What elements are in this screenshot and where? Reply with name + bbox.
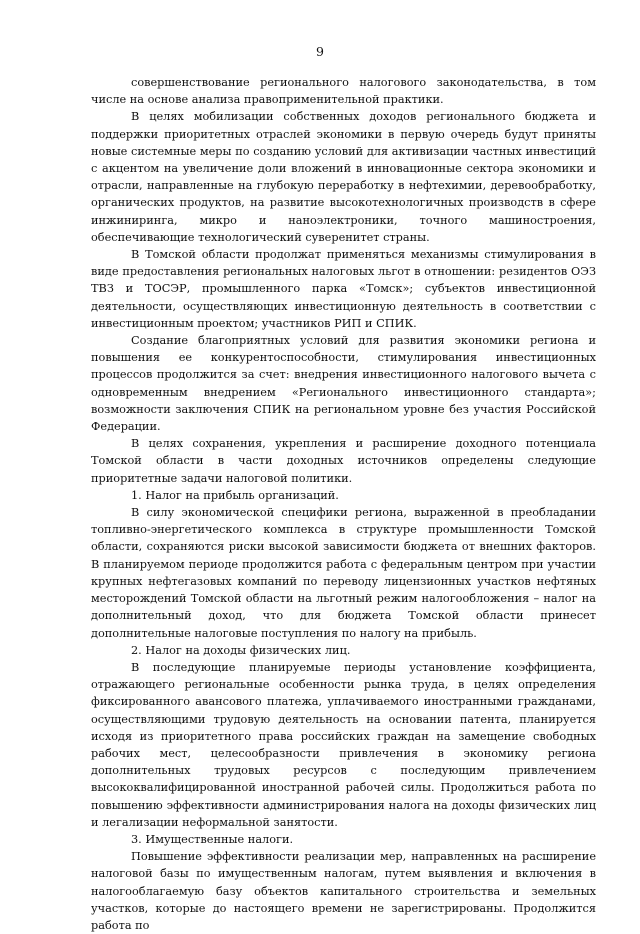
paragraph-priorities-intro: В целях сохранения, укрепления и расширение доходного потенциала Томской области в части доходных источников определены следующие приоритетные задачи налоговой политики. bbox=[91, 437, 596, 485]
heading-personal-income-tax: 2. Налог на доходы физических лиц. bbox=[131, 643, 351, 657]
paragraph-property-taxes: Повышение эффективности реализации мер, направленных на расширение налоговой базы по имущественным налогам, путем выявления и включения в налогооблагаемую базу объектов капитального строительства и земельных участков, которые до настоящего времени не зарегистрированы. Продолжится работа по bbox=[91, 850, 596, 932]
heading-property-taxes: 3. Имущественные налоги. bbox=[131, 832, 294, 846]
paragraph-continuation: совершенствование регионального налогового законодательства, в том числе на основе анализа правоприменительной практики. bbox=[91, 76, 596, 107]
page-number: 9 bbox=[316, 44, 324, 59]
paragraph-mobilization: В целях мобилизации собственных доходов регионального бюджета и поддержки приоритетных отраслей экономики в первую очередь будут приняты новые системные меры по созданию условий для активизации частных инвестиций с акцентом на увеличение доли вложений в инновационные сектора экономики и отрасли, направленные на глубокую переработку в нефтехимии, деревообработку, органических продуктов, на развитие высокотехнологичных производств в сфере инжиниринга, микро и наноэлектроники, точного машиностроения, обеспечивающие технологический суверенитет страны. bbox=[91, 110, 596, 244]
heading-profit-tax: 1. Налог на прибыль организаций. bbox=[131, 488, 339, 502]
paragraph-tax-benefits: В Томской области продолжат применяться механизмы стимулирования в виде предоставления региональных налоговых льгот в отношении: резидентов ОЭЗ ТВЗ и ТОСЭР, промышленного парка «Томск»; субъектов инвестиционной деятельности, осуществляющих инвестиционную деятельность в соответствии с инвестиционным проектом; участников РИП и СПИК. bbox=[91, 248, 596, 330]
paragraph-personal-income-tax: В последующие планируемые периоды установление коэффициента, отражающего региональные особенности рынка труда, в целях определения фиксированного авансового платежа, уплачиваемого иностранными гражданами, осуществляющими трудовую деятельность на основании патента, планируется исходя из приоритетного права российских граждан на замещение свободных рабочих мест, целесообразности привлечения в экономику региона дополнительных трудовых ресурсов с последующим привлечением высококвалифицированной иностранной рабочей силы. Продолжиться работа по повышению эффективности администрирования налога на доходы физических лиц и легализации неформальной занятости. bbox=[91, 660, 596, 829]
paragraph-profit-tax: В силу экономической специфики региона, выраженной в преобладании топливно-энергетического комплекса в структуре промышленности Томской области, сохраняются риски высокой зависимости бюджета от внешних факторов. В планируемом периоде продолжится работа с федеральным центром при участии крупных нефтегазовых компаний по переводу лицензионных участков нефтяных месторождений Томской области на льготный режим налогообложения – налог на дополнительный доход, что для бюджета Томской области принесет дополнительные налоговые поступления по налогу на прибыль. bbox=[91, 506, 596, 640]
paragraph-favorable-conditions: Создание благоприятных условий для развития экономики региона и повышения ее конкурентоспособности, стимулирования инвестиционных процессов продолжится за счет: внедрения инвестиционного налогового вычета с одновременным внедрением «Регионального инвестиционного стандарта»; возможности заключения СПИК на региональном уровне без участия Российской Федерации. bbox=[91, 334, 596, 434]
document-body bbox=[91, 74, 596, 934]
